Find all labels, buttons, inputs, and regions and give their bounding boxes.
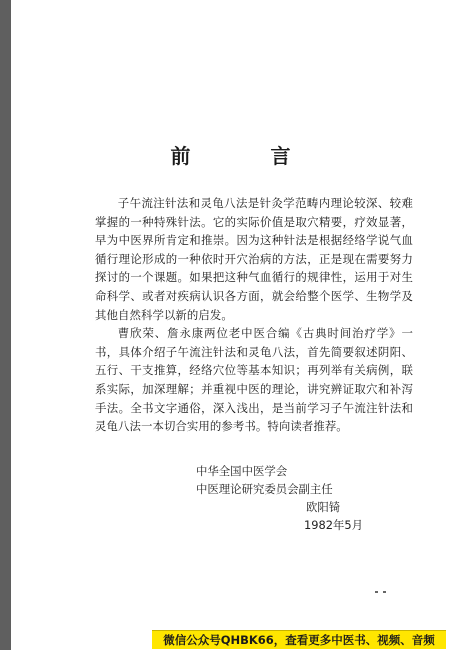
scan-mark: [383, 591, 386, 593]
signature-org-2: 中医理论研究委员会副主任: [196, 482, 333, 496]
document-page: [11, 0, 450, 650]
viewer-left-border: [0, 0, 11, 650]
signature-org-1: 中华全国中医学会: [196, 464, 288, 478]
page-title: 前 言: [170, 144, 321, 168]
signature-block: [196, 462, 363, 534]
signature-date: 1982年5月: [304, 518, 364, 532]
signature-name: 欧阳锜: [306, 500, 341, 514]
watermark-banner: 微信公众号QHBK66，查看更多中医书、视频、音频: [152, 630, 446, 649]
scan-mark: [375, 591, 378, 593]
preface-body: [95, 194, 413, 436]
preface-paragraph-2: 曹欣荣、詹永康两位老中医合编《古典时间治疗学》一书，具体介绍子午流注针法和灵龟八法，首先简要叙述阴阳、五行、干支推算，经络穴位等基本知识；再列举有关病例，联系实际，加深理解；并重视中医的理论，讲究辨证取穴和补泻手法。全书文字通俗，深入浅出，是当前学习子午流注针法和灵龟八法一本切合实用的参考书。特向读者推荐。: [95, 326, 413, 434]
preface-paragraph-1: 子午流注针法和灵龟八法是针灸学范畴内理论较深、较难掌握的一种特殊针法。它的实际价值是取穴精要，疗效显著，早为中医界所肯定和推崇。因为这种针法是根据经络学说气血循行理论形成的一种依时开穴治病的方法，正是现在需要努力探讨的一个课题。如果把这种气血循行的规律性，运用于对生命科学、或者对疾病认识各方面，就会给整个医学、生物学及其他自然科学以新的启发。: [95, 196, 413, 322]
